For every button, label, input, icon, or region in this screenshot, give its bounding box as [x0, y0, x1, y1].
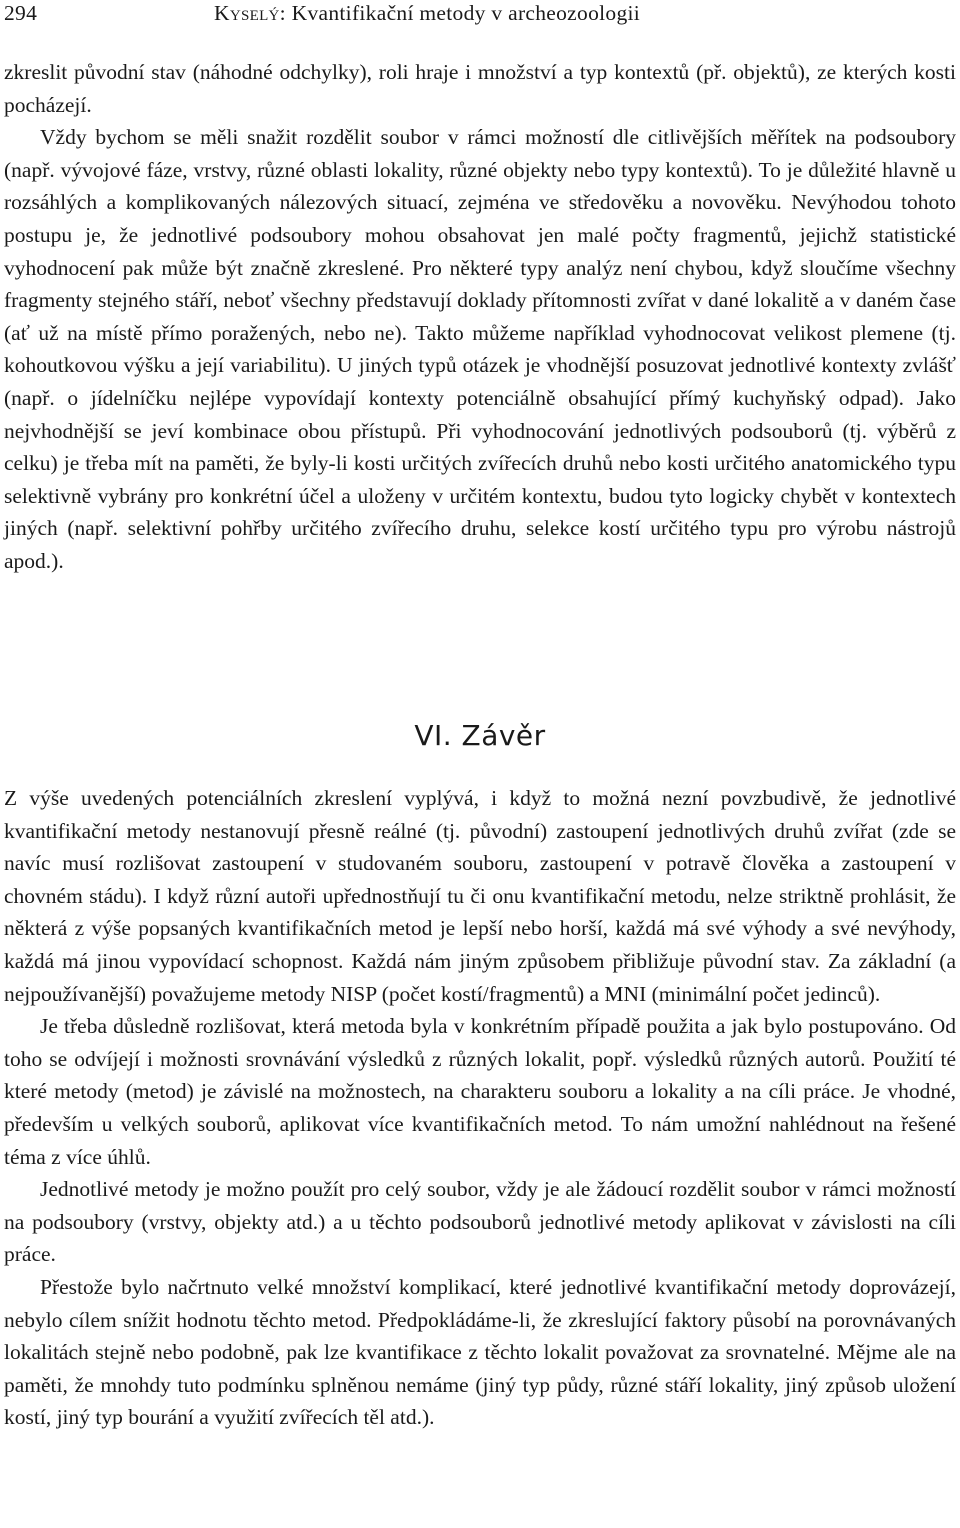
paragraph: zkreslit původní stav (náhodné odchylky), roli hraje i množství a typ kontextů (př. objektů), ze kterých kosti pocházejí. [4, 60, 956, 117]
paragraph: Je třeba důsledně rozlišovat, která metoda byla v konkrétním případě použita a jak bylo postupováno. Od toho se odvíjejí i možnosti srovnávání výsledků z různých lokalit, popř. výsledků různých autorů. Použití té které metody (metod) je závislé na možnostech, na charakteru souboru a lokality a na cíli práce. Je vhodné, především u velkých souborů, aplikovat více kvantifikačních metod. To nám umožní nahlédnout na řešené téma z více úhlů. [4, 1014, 956, 1169]
paragraph: Jednotlivé metody je možno použít pro celý soubor, vždy je ale žádoucí rozdělit soubor v rámci možností na podsoubory (vrstvy, objekty atd.) a u těchto podsouborů jednotlivé metody aplikovat v závislosti na cíli práce. [4, 1177, 956, 1267]
running-head-author: Kyselý: [214, 1, 286, 25]
running-head-title: Kvantifikační metody v archeozoologii [291, 1, 641, 25]
body-text-top [4, 56, 956, 578]
body-text-bottom [4, 782, 956, 1434]
paragraph: Z výše uvedených potenciálních zkreslení vyplývá, i když to možná nezní povzbudivě, že jednotlivé kvantifikační metody nestanovují přesně reálné (tj. původní) zastoupení jednotlivých druhů zvířat (zde se navíc musí rozlišovat zastoupení v studovaném souboru, zastoupení v potravě člověka a zastoupení v chovném stádu). I když různí autoři upřednostňují tu či onu kvantifikační metodu, nelze striktně prohlásit, že některá z výše popsaných kvantifikačních metod je lepší nebo horší, každá má své výhody a své nevýhody, každá má jinou vypovídací schopnost. Každá nám jiným způsobem přibližuje původní stav. Za základní (a nejpoužívanější) považujeme metody NISP (počet kostí/fragmentů) a MNI (minimální počet jedinců). [4, 786, 956, 1006]
section-heading: VI. Závěr [414, 719, 546, 752]
page-number: 294 [4, 1, 38, 25]
running-head [4, 0, 954, 26]
paragraph: Vždy bychom se měli snažit rozdělit soubor v rámci možností dle citlivějších měřítek na podsoubory (např. vývojové fáze, vrstvy, různé oblasti lokality, různé objekty nebo typy kontextů). To je důležité hlavně u rozsáhlých a komplikovaných nálezových situací, zejména ve středověku a novověku. Nevýhodou tohoto postupu je, že jednotlivé podsoubory mohou obsahovat jen malé počty fragmentů, jejichž statistické vyhodnocení pak může být značně zkreslené. Pro některé typy analýz není chybou, když sloučíme všechny fragmenty stejného stáří, neboť všechny představují doklady přítomnosti zvířat v dané lokalitě a v daném čase (ať už na místě přímo poražených, nebo ne). Takto můžeme například vyhodnocovat velikost plemene (tj. kohoutkovou výšku a její variabilitu). U jiných typů otázek je vhodnější posuzovat jednotlivé kontexty zvlášť (např. o jídelníčku nejlépe vypovídají kontexty potenciálně obsahující přímý kuchyňský odpad). Jako nejvhodnější se jeví kombinace obou přístupů. Při vyhodnocování jednotlivých podsouborů (tj. výběrů z celku) je třeba mít na paměti, že byly-li kosti určitých zvířecích druhů nebo kosti určitého anatomického typu selektivně vybrány pro konkrétní účel a uloženy v určitém kontextu, budou tyto logicky chybět v kontextech jiných (např. selektivní pohřby určitého zvířecího druhu, selekce kostí určitého typu pro výrobu nástrojů apod.). [4, 125, 956, 573]
paragraph: Přestože bylo načrtnuto velké množství komplikací, které jednotlivé kvantifikační metody doprovázejí, nebylo cílem snížit hodnotu těchto metod. Předpokládáme-li, že zkreslující faktory působí na porovnávaných lokalitách stejně nebo podobně, pak lze kvantifikace z těchto lokalit považovat za srovnatelné. Mějme ale na paměti, že mnohdy tuto podmínku splněnou nemáme (jiný typ půdy, různé stáří lokality, jiný způsob uložení kostí, jiný typ bourání a využití zvířecích těl atd.). [4, 1274, 956, 1430]
